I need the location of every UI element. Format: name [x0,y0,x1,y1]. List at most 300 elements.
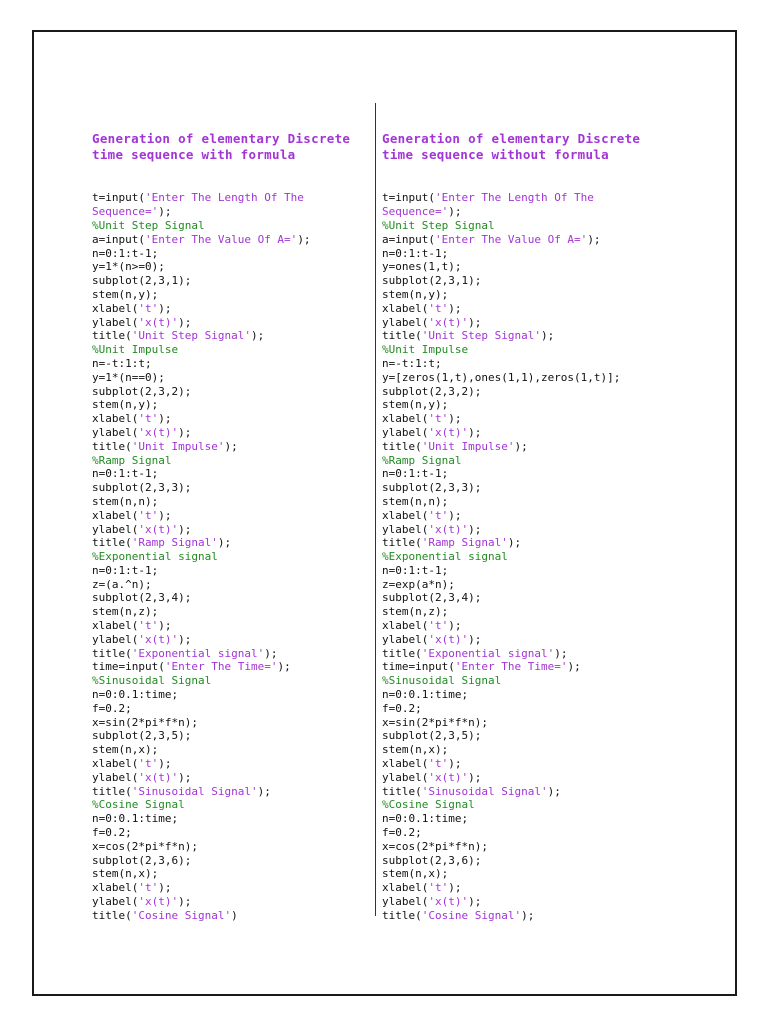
code-line [92,191,367,205]
code-line [382,867,657,881]
code-line [92,840,367,854]
code-text: f=0.2; [382,701,422,715]
code-text: ylabel( [382,425,429,439]
code-text: subplot(2,3,5); [382,729,482,743]
code-line [382,798,657,812]
code-text: title( [382,646,422,660]
code-line [382,385,657,399]
code-line [382,743,657,757]
code-text: xlabel( [382,619,429,633]
code-string: 't' [428,881,449,895]
code-text: xlabel( [92,757,139,771]
code-line [92,619,367,633]
code-line [92,743,367,757]
code-text: n=0:1:t-1; [382,246,449,260]
code-text: title( [92,439,132,453]
code-line [92,729,367,743]
code-text: f=0.2; [382,826,422,840]
code-text: ); [178,425,192,439]
code-line [92,260,367,274]
code-text: t=input( [382,191,435,205]
code-text: n=0:0.1:time; [382,812,469,826]
code-text: ); [448,757,462,771]
code-text: xlabel( [382,412,429,426]
code-text: f=0.2; [92,701,132,715]
code-text: subplot(2,3,1); [92,274,192,288]
code-text: xlabel( [382,757,429,771]
code-line [382,536,657,550]
code-line [382,481,657,495]
code-text: n=0:0.1:time; [382,688,469,702]
code-text: ); [158,205,172,219]
code-line [382,881,657,895]
code-text: subplot(2,3,4); [382,591,482,605]
code-string: 'Sinusoidal Signal' [421,784,548,798]
code-line [382,357,657,371]
code-line [92,426,367,440]
code-text: y=ones(1,t); [382,260,462,274]
code-line [382,909,657,923]
code-text: ); [468,632,482,646]
code-line [92,716,367,730]
code-string: 't' [138,881,159,895]
code-text: title( [92,784,132,798]
code-string: 't' [428,757,449,771]
code-line [92,536,367,550]
code-string: 'Unit Impulse' [131,439,225,453]
code-string: 'Sinusoidal Signal' [131,784,258,798]
code-text: x=cos(2*pi*f*n); [92,839,198,853]
code-text: ); [448,619,462,633]
code-text: y=1*(n==0); [92,370,165,384]
code-text: t=input( [92,191,145,205]
code-text: ylabel( [382,632,429,646]
code-line [92,867,367,881]
code-string: 'Unit Impulse' [421,439,515,453]
code-text: xlabel( [382,881,429,895]
code-line [382,316,657,330]
code-string: 't' [138,508,159,522]
code-text: ); [178,315,192,329]
code-line [92,660,367,674]
code-line [92,302,367,316]
code-line [382,191,657,205]
column-heading: Generation of elementary Discrete time sequence without formula [382,130,641,163]
code-line [92,481,367,495]
code-comment: %Ramp Signal [382,453,462,467]
code-line [92,854,367,868]
code-text: n=0:0.1:time; [92,812,179,826]
code-line [92,288,367,302]
code-text: subplot(2,3,5); [92,729,192,743]
code-text: title( [92,908,132,922]
code-string: Sequence=' [382,205,449,219]
code-text: title( [382,784,422,798]
code-line [382,426,657,440]
code-text: x=sin(2*pi*f*n); [92,715,198,729]
code-comment: %Ramp Signal [92,453,172,467]
code-line [382,205,657,219]
code-text: xlabel( [382,301,429,315]
code-text: n=0:1:t-1; [382,467,449,481]
code-string: 'Cosine Signal' [421,908,522,922]
code-text: ); [158,757,172,771]
code-text: ); [448,301,462,315]
code-string: 't' [428,619,449,633]
code-line [382,288,657,302]
code-text: stem(n,z); [92,605,159,619]
code-text: ylabel( [92,895,139,909]
code-text: stem(n,n); [92,494,159,508]
code-string: 'x(t)' [138,895,179,909]
code-line [382,302,657,316]
code-text: stem(n,x); [92,743,159,757]
code-line [92,895,367,909]
code-comment: %Unit Impulse [382,343,469,357]
code-text: x=sin(2*pi*f*n); [382,715,488,729]
code-line [92,219,367,233]
code-line [382,702,657,716]
code-line [92,881,367,895]
code-text: title( [92,646,132,660]
code-line [92,785,367,799]
code-string: 'x(t)' [138,632,179,646]
code-text: xlabel( [382,508,429,522]
code-line [92,771,367,785]
code-line [92,454,367,468]
code-comment: %Unit Step Signal [92,218,205,232]
code-line [382,895,657,909]
code-string: 'Unit Step Signal' [421,329,541,343]
code-line [92,564,367,578]
code-text: subplot(2,3,2); [382,384,482,398]
code-string: 'Enter The Value Of A=' [144,232,298,246]
code-text: xlabel( [92,881,139,895]
code-comment: %Sinusoidal Signal [92,674,212,688]
code-string: 't' [428,301,449,315]
code-line [382,826,657,840]
code-text: stem(n,x); [382,867,449,881]
code-line [382,412,657,426]
code-line [382,440,657,454]
code-line [92,674,367,688]
code-text: ); [468,522,482,536]
code-text: ); [217,536,232,550]
code-line [382,729,657,743]
code-text: subplot(2,3,6); [92,853,192,867]
column-divider [375,103,376,916]
code-line [92,329,367,343]
code-text: a=input( [92,232,145,246]
code-line [382,771,657,785]
code-text: ); [587,232,601,246]
code-text: ylabel( [92,425,139,439]
code-text: stem(n,z); [382,605,449,619]
column-heading: Generation of elementary Discrete time sequence with formula [92,130,351,163]
code-string: 't' [138,757,159,771]
code-text: ); [567,660,581,674]
code-string: 'x(t)' [138,315,179,329]
code-line [382,688,657,702]
code-text: xlabel( [92,619,139,633]
code-line [92,412,367,426]
code-text: stem(n,x); [382,743,449,757]
code-block [382,191,657,922]
code-text: ); [514,439,528,453]
code-string: 'Enter The Value Of A=' [434,232,588,246]
code-text: ); [257,784,271,798]
code-line [382,633,657,647]
code-text: ); [468,315,482,329]
code-line [92,495,367,509]
code-string: 't' [138,301,159,315]
code-comment: %Exponential signal [92,550,218,564]
code-line [92,757,367,771]
code-text: title( [382,439,422,453]
code-comment: %Unit Step Signal [382,218,495,232]
code-text: f=0.2; [92,826,132,840]
code-text: ); [264,646,278,660]
code-text: title( [92,536,132,550]
code-string: 'Enter The Length Of The [434,191,594,205]
code-text: ); [448,508,462,522]
code-line [92,385,367,399]
code-string: 'x(t)' [428,632,469,646]
code-line [382,343,657,357]
code-text: time=input( [92,660,165,674]
code-comment: %Cosine Signal [382,798,475,812]
code-line [382,398,657,412]
code-line [382,674,657,688]
code-line [92,509,367,523]
code-string: 'Cosine Signal' [131,908,232,922]
code-text: n=-t:1:t; [92,356,152,370]
code-line [92,633,367,647]
code-text: stem(n,y); [382,287,449,301]
code-comment: %Cosine Signal [92,798,185,812]
code-text: ylabel( [382,522,429,536]
code-line [92,591,367,605]
code-text: title( [92,329,132,343]
code-line [382,840,657,854]
code-line [382,329,657,343]
code-line [382,509,657,523]
code-text: stem(n,y); [92,287,159,301]
code-text: ); [448,412,462,426]
code-text: ylabel( [92,522,139,536]
code-column-without-formula [382,103,657,936]
code-text: ); [158,301,172,315]
code-text: ); [448,205,462,219]
code-text: ); [521,908,535,922]
code-line [382,247,657,261]
code-line [92,398,367,412]
code-text: ); [507,536,522,550]
code-text: ylabel( [92,632,139,646]
code-text: subplot(2,3,2); [92,384,192,398]
code-string: 'x(t)' [138,425,179,439]
code-line [382,716,657,730]
code-column-with-formula [92,103,367,936]
code-string: 't' [138,412,159,426]
code-text: ); [224,439,238,453]
code-line [92,909,367,923]
code-text: ); [158,619,172,633]
code-text: xlabel( [92,508,139,522]
code-line [92,605,367,619]
code-line [382,550,657,564]
code-text: ylabel( [382,315,429,329]
code-string: 't' [138,619,159,633]
code-string: 'Enter The Time=' [454,660,568,674]
code-line [382,219,657,233]
code-string: 't' [428,508,449,522]
code-line [92,357,367,371]
code-text: ); [158,881,172,895]
code-line [382,785,657,799]
code-line [382,578,657,592]
code-text: stem(n,y); [382,398,449,412]
code-text: subplot(2,3,6); [382,853,482,867]
code-line [92,440,367,454]
code-string: 'Exponential signal' [131,646,265,660]
code-text: y=[zeros(1,t),ones(1,1),zeros(1,t)]; [382,370,621,384]
code-line [92,233,367,247]
code-string: 'x(t)' [428,770,469,784]
code-text: xlabel( [92,412,139,426]
code-line [92,343,367,357]
code-text: stem(n,y); [92,398,159,412]
code-text: ); [468,425,482,439]
code-line [92,316,367,330]
code-text: z=exp(a*n); [382,577,455,591]
code-text: ); [158,508,172,522]
code-string: 'Exponential signal' [421,646,555,660]
code-string: 'x(t)' [428,315,469,329]
code-string: 'Enter The Time=' [164,660,278,674]
code-line [382,564,657,578]
code-line [92,702,367,716]
code-line [382,523,657,537]
code-string: 'x(t)' [138,522,179,536]
code-string: 'Ramp Signal' [131,536,218,550]
code-string: Sequence=' [92,205,159,219]
code-line [92,812,367,826]
code-text: ); [547,784,561,798]
code-text: ); [540,329,555,343]
code-line [382,647,657,661]
code-line [92,798,367,812]
code-line [382,495,657,509]
code-text: n=0:1:t-1; [92,246,159,260]
code-text: ylabel( [92,315,139,329]
code-comment: %Sinusoidal Signal [382,674,502,688]
code-text: xlabel( [92,301,139,315]
code-line [92,826,367,840]
code-string: 't' [428,412,449,426]
code-line [382,467,657,481]
code-text: ylabel( [92,770,139,784]
code-line [382,260,657,274]
code-block [92,191,367,922]
code-text: ); [277,660,291,674]
code-text: subplot(2,3,3); [92,481,192,495]
code-line [382,605,657,619]
code-line [92,205,367,219]
code-text: ); [178,632,192,646]
code-string: 'x(t)' [428,895,469,909]
code-line [382,454,657,468]
code-line [382,233,657,247]
code-text: ); [178,770,192,784]
code-text: y=1*(n>=0); [92,260,165,274]
code-text: subplot(2,3,4); [92,591,192,605]
code-line [92,550,367,564]
code-text: time=input( [382,660,455,674]
code-text: ); [158,412,172,426]
code-text: a=input( [382,232,435,246]
code-line [92,247,367,261]
code-line [92,578,367,592]
code-line [382,854,657,868]
code-text: ); [468,770,482,784]
code-text: ); [448,881,462,895]
code-text: ); [468,895,482,909]
code-text: ); [178,522,192,536]
code-text: ylabel( [382,895,429,909]
code-text: ); [250,329,265,343]
code-text: n=0:0.1:time; [92,688,179,702]
code-line [92,688,367,702]
code-text: stem(n,x); [92,867,159,881]
code-string: 'Enter The Length Of The [144,191,304,205]
code-line [382,757,657,771]
code-text: subplot(2,3,1); [382,274,482,288]
code-text: n=0:1:t-1; [92,467,159,481]
code-text: stem(n,n); [382,494,449,508]
code-text: title( [382,329,422,343]
code-text: n=0:1:t-1; [382,563,449,577]
code-text: z=(a.^n); [92,577,152,591]
code-text: ) [231,908,238,922]
code-line [92,371,367,385]
code-text: x=cos(2*pi*f*n); [382,839,488,853]
code-line [92,467,367,481]
code-string: 'Unit Step Signal' [131,329,251,343]
code-text: title( [382,908,422,922]
code-text: subplot(2,3,3); [382,481,482,495]
code-text: n=-t:1:t; [382,356,442,370]
code-string: 'Ramp Signal' [421,536,508,550]
code-line [382,660,657,674]
code-text: ylabel( [382,770,429,784]
code-line [382,371,657,385]
code-text: title( [382,536,422,550]
code-comment: %Unit Impulse [92,343,179,357]
code-line [92,274,367,288]
code-string: 'x(t)' [138,770,179,784]
code-line [92,647,367,661]
code-line [92,523,367,537]
code-comment: %Exponential signal [382,550,508,564]
code-string: 'x(t)' [428,425,469,439]
code-string: 'x(t)' [428,522,469,536]
code-line [382,619,657,633]
code-line [382,274,657,288]
code-line [382,812,657,826]
code-line [382,591,657,605]
code-text: ); [178,895,192,909]
